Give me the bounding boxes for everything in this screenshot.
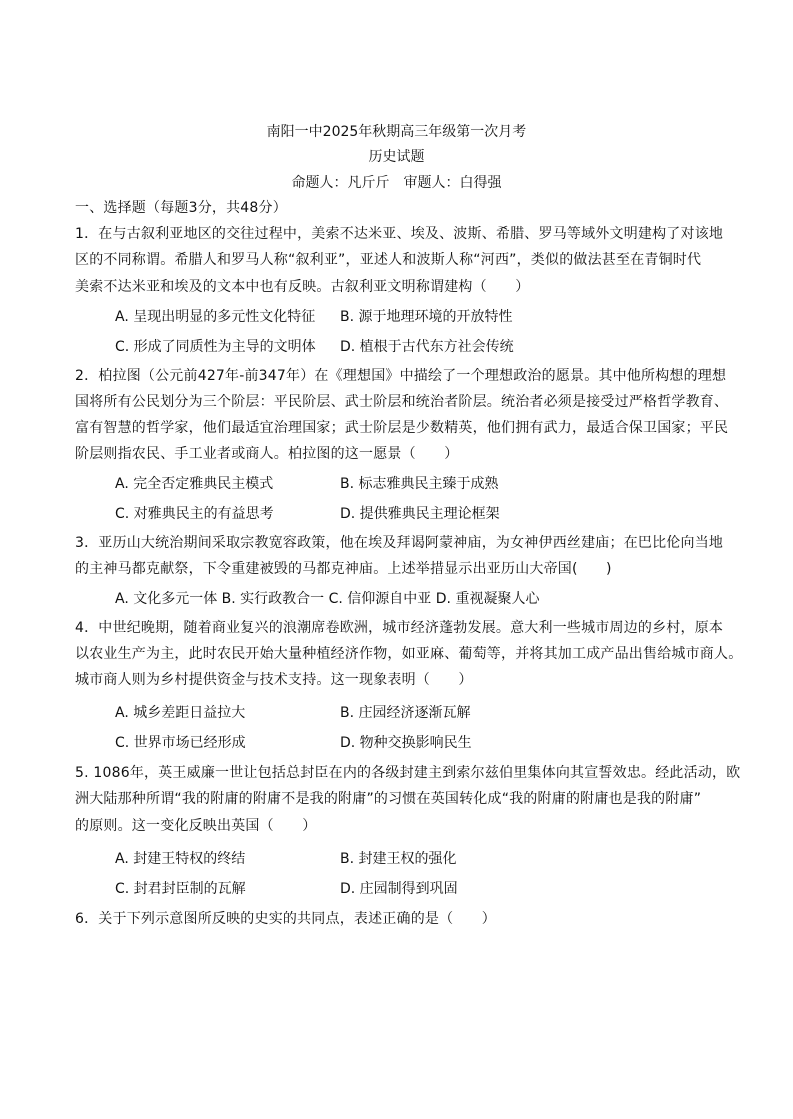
question-2-option-b: B. 标志雅典民主臻于成熟 xyxy=(340,476,499,492)
exam-title: 南阳一中2025年秋期高三年级第一次月考 xyxy=(266,124,527,140)
question-2-line-3: 富有智慧的哲学家，他们最适宜治理国家；武士阶层是少数精英，他们拥有武力，最适合保卫国家；平民 xyxy=(75,420,729,436)
question-1-option-a: A. 呈现出明显的多元性文化特征 xyxy=(115,309,316,325)
question-5-option-a: A. 封建王特权的终结 xyxy=(115,851,246,867)
question-2-line-2: 国将所有公民划分为三个阶层：平民阶层、武士阶层和统治者阶层。统治者必须是接受过严格哲学教育、 xyxy=(75,394,729,410)
question-1-option-b: B. 源于地理环境的开放特性 xyxy=(340,309,513,325)
question-5-line-1: 5. 1086年，英王威廉一世让包括总封臣在内的各级封建主到索尔兹伯里集体向其宣誓效忠。经此活动，欧 xyxy=(75,765,741,781)
authors-line: 命题人：凡斤斤 审题人：白得强 xyxy=(291,175,502,191)
question-1-line-1: 1．在与古叙利亚地区的交往过程中，美索不达米亚、埃及、波斯、希腊、罗马等域外文明建构了对该地 xyxy=(75,226,724,242)
question-4-line-1: 4．中世纪晚期，随着商业复兴的浪潮席卷欧洲，城市经济蓬勃发展。意大利一些城市周边的乡村，原本 xyxy=(75,620,724,636)
question-2-option-a: A. 完全否定雅典民主模式 xyxy=(115,476,274,492)
question-5-line-3: 的原则。这一变化反映出英国（ ） xyxy=(75,818,317,834)
question-4-line-2: 以农业生产为主，此时农民开始大量种植经济作物，如亚麻、葡萄等，并将其加工成产品出售给城市商人。 xyxy=(75,646,743,662)
question-1-line-2: 区的不同称谓。希腊人和罗马人称“叙利亚”，亚述人和波斯人称“河西”，类似的做法甚至在青铜时代 xyxy=(75,252,702,268)
question-1-line-3: 美索不达米亚和埃及的文本中也有反映。古叙利亚文明称谓建构（ ） xyxy=(75,279,530,295)
question-1-option-d: D. 植根于古代东方社会传统 xyxy=(340,339,514,355)
question-6-line-1: 6．关于下列示意图所反映的史实的共同点，表述正确的是（ ） xyxy=(75,911,496,927)
question-4-option-b: B. 庄园经济逐渐瓦解 xyxy=(340,705,471,721)
subject-title: 历史试题 xyxy=(368,149,425,165)
section-heading: 一、选择题（每题3分，共48分） xyxy=(75,200,287,216)
question-4-option-a: A. 城乡差距日益拉大 xyxy=(115,705,246,721)
question-3-line-1: 3．亚历山大统治期间采取宗教宽容政策，他在埃及拜谒阿蒙神庙，为女神伊西丝建庙；在巴比伦向当地 xyxy=(75,535,724,551)
question-1-option-c: C. 形成了同质性为主导的文明体 xyxy=(115,339,316,355)
question-5-option-c: C. 封君封臣制的瓦解 xyxy=(115,881,246,897)
question-4-option-c: C. 世界市场已经形成 xyxy=(115,735,246,751)
question-5-option-d: D. 庄园制得到巩固 xyxy=(340,881,458,897)
question-2-line-4: 阶层则指农民、手工业者或商人。柏拉图的这一愿景（ ） xyxy=(75,446,459,462)
question-2-option-d: D. 提供雅典民主理论框架 xyxy=(340,506,500,522)
question-3-options: A. 文化多元一体 B. 实行政教合一 C. 信仰源自中亚 D. 重视凝聚人心 xyxy=(115,591,540,607)
question-3-line-2: 的主神马都克献祭，下令重建被毁的马都克神庙。上述举措显示出亚历山大帝国( ) xyxy=(75,561,612,577)
question-5-option-b: B. 封建王权的强化 xyxy=(340,851,457,867)
question-4-line-3: 城市商人则为乡村提供资金与技术支持。这一现象表明（ ） xyxy=(75,672,473,688)
question-5-line-2: 洲大陆那种所谓“我的附庸的附庸不是我的附庸”的习惯在英国转化成“我的附庸的附庸也是我的附庸” xyxy=(75,791,702,807)
question-4-option-d: D. 物种交换影响民生 xyxy=(340,735,472,751)
question-2-line-1: 2．柏拉图（公元前427年-前347年）在《理想国》中描绘了一个理想政治的愿景。其中他所构想的理想 xyxy=(75,368,727,384)
question-2-option-c: C. 对雅典民主的有益思考 xyxy=(115,506,274,522)
